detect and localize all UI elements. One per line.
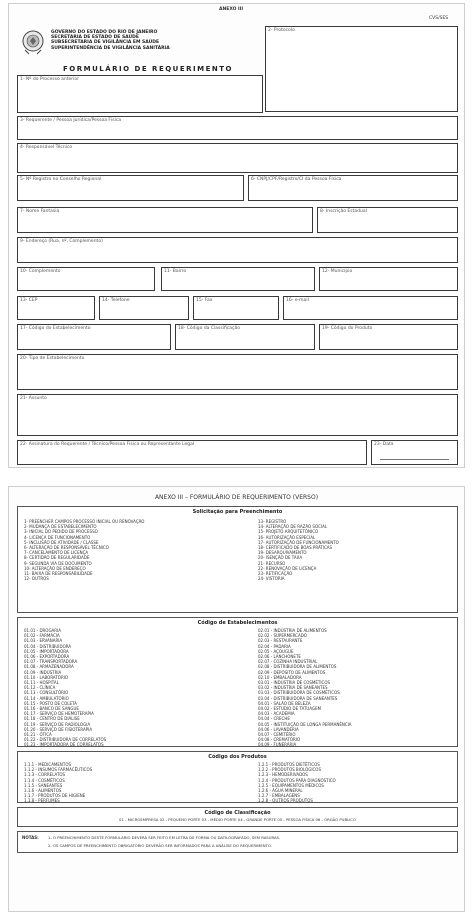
code-list-item: 3- INICIAL DO PEDIDO DE PROCESSO	[24, 529, 98, 535]
code-list-item: 14- ALTERAÇÃO DE RAZÃO SOCIAL	[258, 524, 328, 530]
code-list-item: 1.1.3 - CORRELATOS	[24, 772, 66, 778]
code-list-item: 01.14 - AMBULATÓRIO	[24, 695, 69, 701]
code-list-item: 01.11 - HOSPITAL	[24, 680, 59, 686]
code-list-item: 1.2.6 - ÁGUA MINERAL	[258, 788, 303, 794]
date-field[interactable]	[371, 440, 458, 465]
instructions-right-list	[258, 519, 339, 581]
code-list-item: 03.02 - INDÚSTRIA DE SANEANTES	[258, 685, 328, 691]
code-list-item: 01.16 - BANCO DE SANGUE	[24, 706, 79, 712]
code-list-item: 01.06 - EXPORTADORA	[24, 654, 70, 660]
protocol-box[interactable]	[265, 26, 458, 112]
annex-label: ANEXO III	[219, 7, 244, 12]
code-list-item: 1.1.8 - PERFUMES	[24, 798, 60, 804]
complement-field[interactable]	[17, 267, 155, 291]
applicant-field[interactable]	[17, 116, 458, 140]
establishment-codes-section	[17, 617, 458, 747]
field-label: 18- Código da Classificação	[178, 326, 241, 331]
code-list-item: 12- OUTROS	[24, 576, 49, 582]
code-list-item: 01.01 - DROGARIA	[24, 628, 61, 633]
code-list-item: 4- LICENÇA DE FUNCIONAMENTO	[24, 534, 91, 540]
code-list-item: 6- ALTERAÇÃO DE RESPONSÁVEL TÉCNICO	[24, 545, 109, 551]
code-list-item: 1.2.5 - EQUIPAMENTOS MÉDICOS	[258, 782, 324, 788]
code-list-item: 11- BAIXA DE RESPONSABILIDADE	[24, 571, 93, 577]
code-list-item: 02.08 - DISTRIBUIDORA DE ALIMENTOS	[258, 664, 337, 670]
code-list-item: 9- SEGUNDA VIA DE DOCUMENTO	[24, 560, 92, 566]
cep-field[interactable]	[17, 296, 95, 320]
code-list-item: 23- RETIFICAÇÃO	[258, 571, 293, 577]
address-field[interactable]	[17, 237, 458, 263]
notes-section	[17, 831, 458, 853]
code-list-item: 10- ALTERAÇÃO DE ENDEREÇO	[24, 565, 86, 571]
code-list-item: 04.09 - FUNERÁRIA	[258, 742, 297, 748]
establishment-codes-right-list	[258, 628, 352, 748]
subject-field[interactable]	[17, 394, 458, 436]
field-label: 16- e-mail	[286, 298, 309, 303]
code-list-item: 1.1.6 - ALIMENTOS	[24, 788, 62, 794]
code-list-item: 15- PROJETO ARQUITETÔNICO	[258, 529, 319, 535]
instructions-section	[17, 506, 458, 613]
code-list-item: 1.1.1 - MEDICAMENTOS	[24, 762, 72, 767]
field-label: 7- Nome Fantasia	[20, 209, 60, 214]
municipality-field[interactable]	[319, 267, 458, 291]
date-underline	[380, 459, 449, 460]
code-list-item: 1- PREENCHER CAMPOS PROCESSO INICIAL OU RENOVAÇÃO	[24, 519, 145, 524]
code-list-item: 20- ISENÇÃO DE TAXA	[258, 555, 303, 561]
field-label: 19- Código do Produto	[322, 326, 373, 331]
code-list-item: 01.20 - SERVIÇO DE FISIOTERAPIA	[24, 726, 93, 732]
form-title: FORMULÁRIO DE REQUERIMENTO	[63, 65, 233, 73]
back-title: ANEXO III – FORMULÁRIO DE REQUERIMENTO (VERSO)	[154, 494, 319, 501]
section-title: Solicitação para Preenchimento	[192, 509, 283, 515]
field-label: 20- Tipo de Estabelecimento	[20, 356, 85, 361]
previous-process-field[interactable]	[17, 75, 263, 113]
code-list-item: 04.07 - CEMITÉRIO	[258, 732, 296, 738]
form-back-page	[8, 486, 465, 912]
code-list-item: 03.01 - INDÚSTRIA DE COSMÉTICOS	[258, 680, 331, 686]
code-list-item: 1.1.4 - COSMÉTICOS	[24, 777, 65, 783]
field-label: 21- Assunto	[20, 396, 47, 401]
field-label: 3- Requerente / Pessoa Jurídica/Pessoa Física	[20, 118, 122, 123]
field-label: 4- Responsável Técnico	[20, 145, 73, 150]
header-line: SECRETARIA DE ESTADO DE SAÚDE	[51, 35, 139, 41]
code-list-item: 04.02 - ESTÚDIO DE TATUAGEM	[258, 706, 322, 712]
code-list-item: 01.15 - POSTO DE COLETA	[24, 700, 77, 706]
code-list-item: 01.17 - SERVIÇO DE HEMOTERAPIA	[24, 711, 94, 717]
code-list-item: 01.10 - LABORATÓRIO	[24, 674, 69, 680]
code-list-item: 1.2.1 - PRODUTOS DIETÉTICOS	[258, 762, 320, 767]
code-list-item: 5- INCLUSÃO DE ATIVIDADE / CLASSE	[24, 539, 99, 545]
code-list-item: 02.05 - AÇOUGUE	[258, 648, 294, 654]
code-list-item: 1.1.2 - INSUMOS FARMACÊUTICOS	[24, 767, 93, 773]
code-list-item: 01.19 - SERVIÇO DE RADIOLOGIA	[24, 721, 91, 727]
field-label: 22- Assinatura do Requerente / Técnico/Pessoa Física ou Representante Legal	[20, 442, 195, 447]
product-codes-right-list	[258, 762, 336, 804]
section-title: Código de Classificação	[204, 810, 271, 816]
cnpj-cpf-field[interactable]	[248, 175, 458, 201]
field-label: 1- Nº do Processo anterior	[20, 77, 79, 82]
classification-codes-section	[17, 807, 458, 827]
code-list-item: 04.08 - CREMATÓRIO	[258, 737, 301, 743]
email-field[interactable]	[283, 296, 458, 320]
protocol-label: 2- Protocolo	[268, 28, 295, 33]
code-list-item: 01.12 - CLÍNICA	[24, 685, 56, 691]
code-list-item: 1.2.7 - EMBALAGENS	[258, 793, 300, 799]
council-registration-field[interactable]	[17, 175, 244, 201]
field-label: 6- CNPJ/CPF/Registro/CI da Pessoa Física	[251, 177, 342, 182]
technical-responsible-field[interactable]	[17, 143, 458, 173]
code-list-item: 02.04 - PADARIA	[258, 643, 291, 649]
code-list-item: 02.09 - DEPÓSITO DE ALIMENTOS	[258, 669, 326, 675]
code-list-item: 1.2.2 - PRODUTOS BIOLÓGICOS	[258, 767, 321, 773]
product-code-field[interactable]	[319, 324, 458, 350]
product-codes-section	[17, 751, 458, 803]
form-front-page	[8, 3, 465, 468]
code-list-item: 19- DESARQUIVAMENTO	[258, 550, 307, 556]
field-label: 23- Data	[374, 442, 394, 447]
code-list-item: 02.02 - SUPERMERCADO	[258, 633, 307, 639]
instructions-left-list	[24, 519, 144, 581]
code-list-item: 01.09 - INDÚSTRIA	[24, 669, 62, 675]
code-list-item: 04.04 - CRECHE	[258, 716, 290, 722]
code-list-item: 04.05 - INSTITUIÇÃO DE LONGA PERMANÊNCIA	[258, 721, 352, 727]
section-title: Código dos Produtos	[208, 754, 267, 760]
classification-line: 01 - MICROEMPRESA 02 - PEQUENO PORTE 03 - MÉDIO PORTE 04 - GRANDE PORTE 05 - PESSOA FÍSICA 06 - ÓRGÃO PÚBLICO	[119, 817, 356, 822]
signature-field[interactable]	[17, 440, 367, 465]
code-list-item: 04.06 - LAVANDERIA	[258, 726, 299, 732]
notes-label: NOTAS:	[22, 835, 39, 840]
code-list-item: 24- VISTORIA	[258, 576, 285, 582]
code-list-item: 01.02 - FARMÁCIA	[24, 633, 60, 639]
code-list-item: 18- CERTIFICADO DE BOAS PRÁTICAS	[258, 545, 333, 551]
code-list-item: 13- REGISTRO	[258, 519, 287, 524]
code-list-item: 01.22 - DISTRIBUIDORA DE CORRELATOS	[24, 737, 107, 743]
fax-field[interactable]	[193, 296, 279, 320]
code-list-item: 1.2.3 - HEMODERIVADOS	[258, 772, 308, 778]
notes-line: 2- OS CAMPOS DE PREENCHIMENTO OBRIGATÓRIO DEVERÃO SER INFORMADOS PARA A ANÁLISE DO REQUERIMENTO.	[48, 843, 272, 848]
code-list-item: 1.2.4 - PRODUTOS PARA DIAGNÓSTICO	[258, 777, 336, 783]
field-label: 14- Telefone	[102, 298, 130, 303]
code-list-item: 01.23 - IMPORTADORA DE CORRELATOS	[24, 742, 104, 748]
code-list-item: 01.13 - CONSULTÓRIO	[24, 690, 69, 696]
code-list-item: 1.1.7 - PRODUTOS DE HIGIENE	[24, 793, 86, 799]
classification-code-field[interactable]	[175, 324, 315, 350]
code-list-item: 1.1.5 - SANEANTES	[24, 782, 63, 788]
code-list-item: 1.2.8 - OUTROS PRODUTOS	[258, 798, 313, 804]
field-label: 8- Inscrição Estadual	[320, 209, 367, 214]
code-list-item: 16- AUTORIZAÇÃO ESPECIAL	[258, 534, 316, 540]
header-line: SUBSECRETARIA DE VIGILÂNCIA EM SAÚDE	[51, 40, 160, 46]
header-block	[51, 30, 170, 51]
establishment-type-field[interactable]	[17, 354, 458, 390]
code-list-item: 02.10 - EMBALADORA	[258, 674, 302, 680]
field-label: 12- Município	[322, 269, 353, 274]
code-list-item: 02.07 - COZINHA INDUSTRIAL	[258, 659, 318, 665]
state-registration-field[interactable]	[317, 207, 458, 233]
code-list-item: 04.01 - SALÃO DE BELEZA	[258, 700, 311, 706]
code-list-item: 02.01 - INDÚSTRIA DE ALIMENTOS	[258, 628, 327, 633]
header-line: SUPERINTENDÊNCIA DE VIGILÂNCIA SANITÁRIA	[51, 45, 170, 51]
code-list-item: 01.21 - ÓTICA	[24, 732, 52, 738]
code-list-item: 01.07 - TRANSPORTADORA	[24, 659, 78, 665]
corner-label: CVS/SES	[429, 16, 449, 21]
section-title: Código de Estabelecimentos	[197, 620, 278, 626]
field-label: 9- Endereço (Rua, nº, Complemento)	[20, 239, 103, 244]
field-label: 11- Bairro	[164, 269, 187, 274]
code-list-item: 8- CERTIDÃO DE REGULARIDADE	[24, 555, 90, 561]
code-list-item: 17- AUTORIZAÇÃO DE FUNCIONAMENTO	[258, 539, 339, 545]
product-codes-left-list	[24, 762, 92, 804]
trade-name-field[interactable]	[17, 207, 313, 233]
phone-field[interactable]	[99, 296, 189, 320]
code-list-item: 01.04 - DISTRIBUIDORA	[24, 643, 72, 649]
code-list-item: 04.03 - ACADEMIA	[258, 711, 295, 717]
field-label: 13- CEP	[20, 298, 38, 303]
header-line: GOVERNO DO ESTADO DO RIO DE JANEIRO	[51, 30, 158, 35]
code-list-item: 7- CANCELAMENTO DE LICENÇA	[24, 550, 89, 556]
code-list-item: 01.05 - IMPORTADORA	[24, 648, 69, 654]
code-list-item: 01.18 - CENTRO DE DIÁLISE	[24, 716, 80, 722]
code-list-item: 02.06 - LANCHONETE	[258, 654, 301, 660]
code-list-item: 03.04 - DISTRIBUIDORA DE SANEANTES	[258, 695, 338, 701]
code-list-item: 01.08 - ARMAZENADORA	[24, 664, 74, 670]
code-list-item: 21- RECURSO	[258, 560, 286, 566]
field-label: 10- Complemento	[20, 269, 61, 274]
code-list-item: 03.03 - DISTRIBUIDORA DE COSMÉTICOS	[258, 690, 340, 696]
code-list-item: 02.03 - RESTAURANTE	[258, 638, 303, 644]
neighborhood-field[interactable]	[161, 267, 315, 291]
notes-line: 1- O PREENCHIMENTO DESTE FORMULÁRIO DEVERÁ SER FEITO EM LETRA DE FORMA OU DATILOGRAFADO, SEM RASURAS.	[48, 835, 281, 840]
field-label: 17- Código do Estabelecimento	[20, 326, 91, 331]
code-list-item: 2- MUDANÇA DE ESTABELECIMENTO	[24, 524, 97, 530]
establishment-codes-left-list	[24, 628, 106, 748]
field-label: 5- Nº Registro no Conselho Regional	[20, 177, 102, 182]
code-list-item: 22- RENOVAÇÃO DE LICENÇA	[258, 565, 317, 571]
state-coat-of-arms-icon	[21, 29, 45, 55]
field-label: 15- Fax	[196, 298, 213, 303]
code-list-item: 01.03 - ERVANARIA	[24, 638, 63, 644]
establishment-code-field[interactable]	[17, 324, 171, 350]
